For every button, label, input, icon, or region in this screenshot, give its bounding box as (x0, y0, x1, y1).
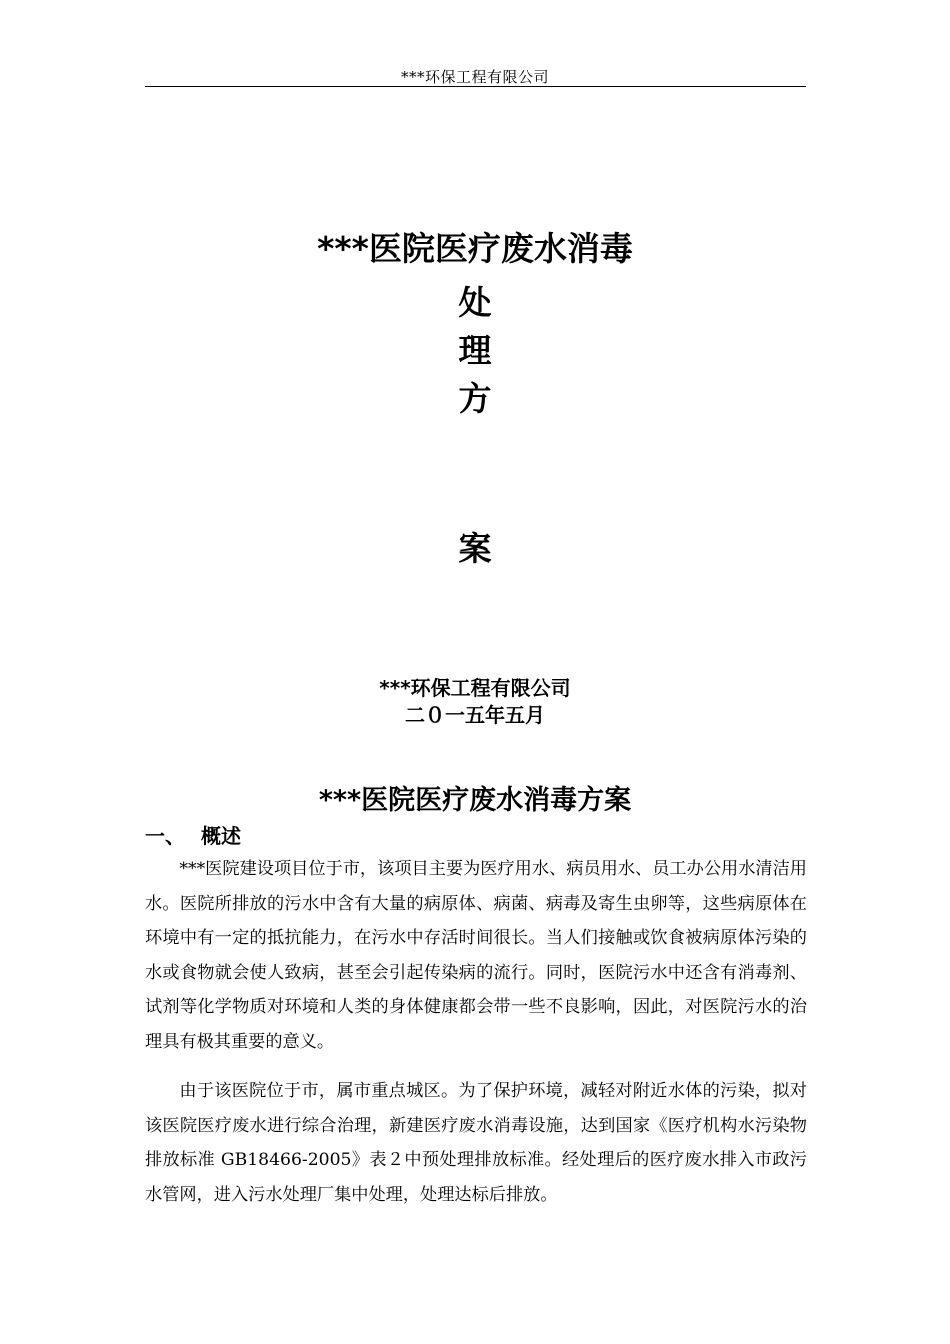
cover-title-char-4: 案 (458, 529, 492, 568)
cover-title-line1: ***医院医疗废水消毒 (317, 229, 633, 268)
cover-date: 二０一五年五月 (405, 703, 545, 727)
overview-paragraph-2: 由于该医院位于市，属市重点城区。为了保护环境，减轻对附近水体的污染，拟对该医院医疗废水进行综合治理，新建医疗废水消毒设施，达到国家《医疗机构水污染物排放标准 GB18466-2005》表２中预处理排放标准。经处理后的医疗废水排入市政污水管网，进入污水处理厂集中处理，处理达标后排放。 (145, 1081, 807, 1205)
overview-paragraph-1: ***医院建设项目位于市，该项目主要为医疗用水、病员用水、员工办公用水清洁用水。医院所排放的污水中含有大量的病原体、病菌、病毒及寄生虫卵等，这些病原体在环境中有一定的抵抗能力，在污水中存活时间很长。当人们接触或饮食被病原体污染的水或食物就会使人致病，甚至会引起传染病的流行。同时，医院污水中还含有消毒剂、试剂等化学物质对环境和人类的身体健康都会带一些不良影响，因此，对医院污水的治理具有极其重要的意义。 (145, 859, 807, 1052)
section-heading-overview (145, 820, 241, 849)
document-title: ***医院医疗废水消毒方案 (318, 785, 632, 816)
cover-title-char-3: 方 (458, 379, 492, 418)
cover-title-char-1: 处 (458, 283, 492, 322)
section-number: 一、 (145, 824, 185, 848)
header-divider (145, 86, 806, 87)
cover-title-char-2: 理 (458, 331, 492, 370)
section-heading-text: 概述 (201, 824, 241, 848)
cover-company: ***环保工程有限公司 (379, 676, 571, 700)
page-header-company: ***环保工程有限公司 (400, 68, 549, 86)
